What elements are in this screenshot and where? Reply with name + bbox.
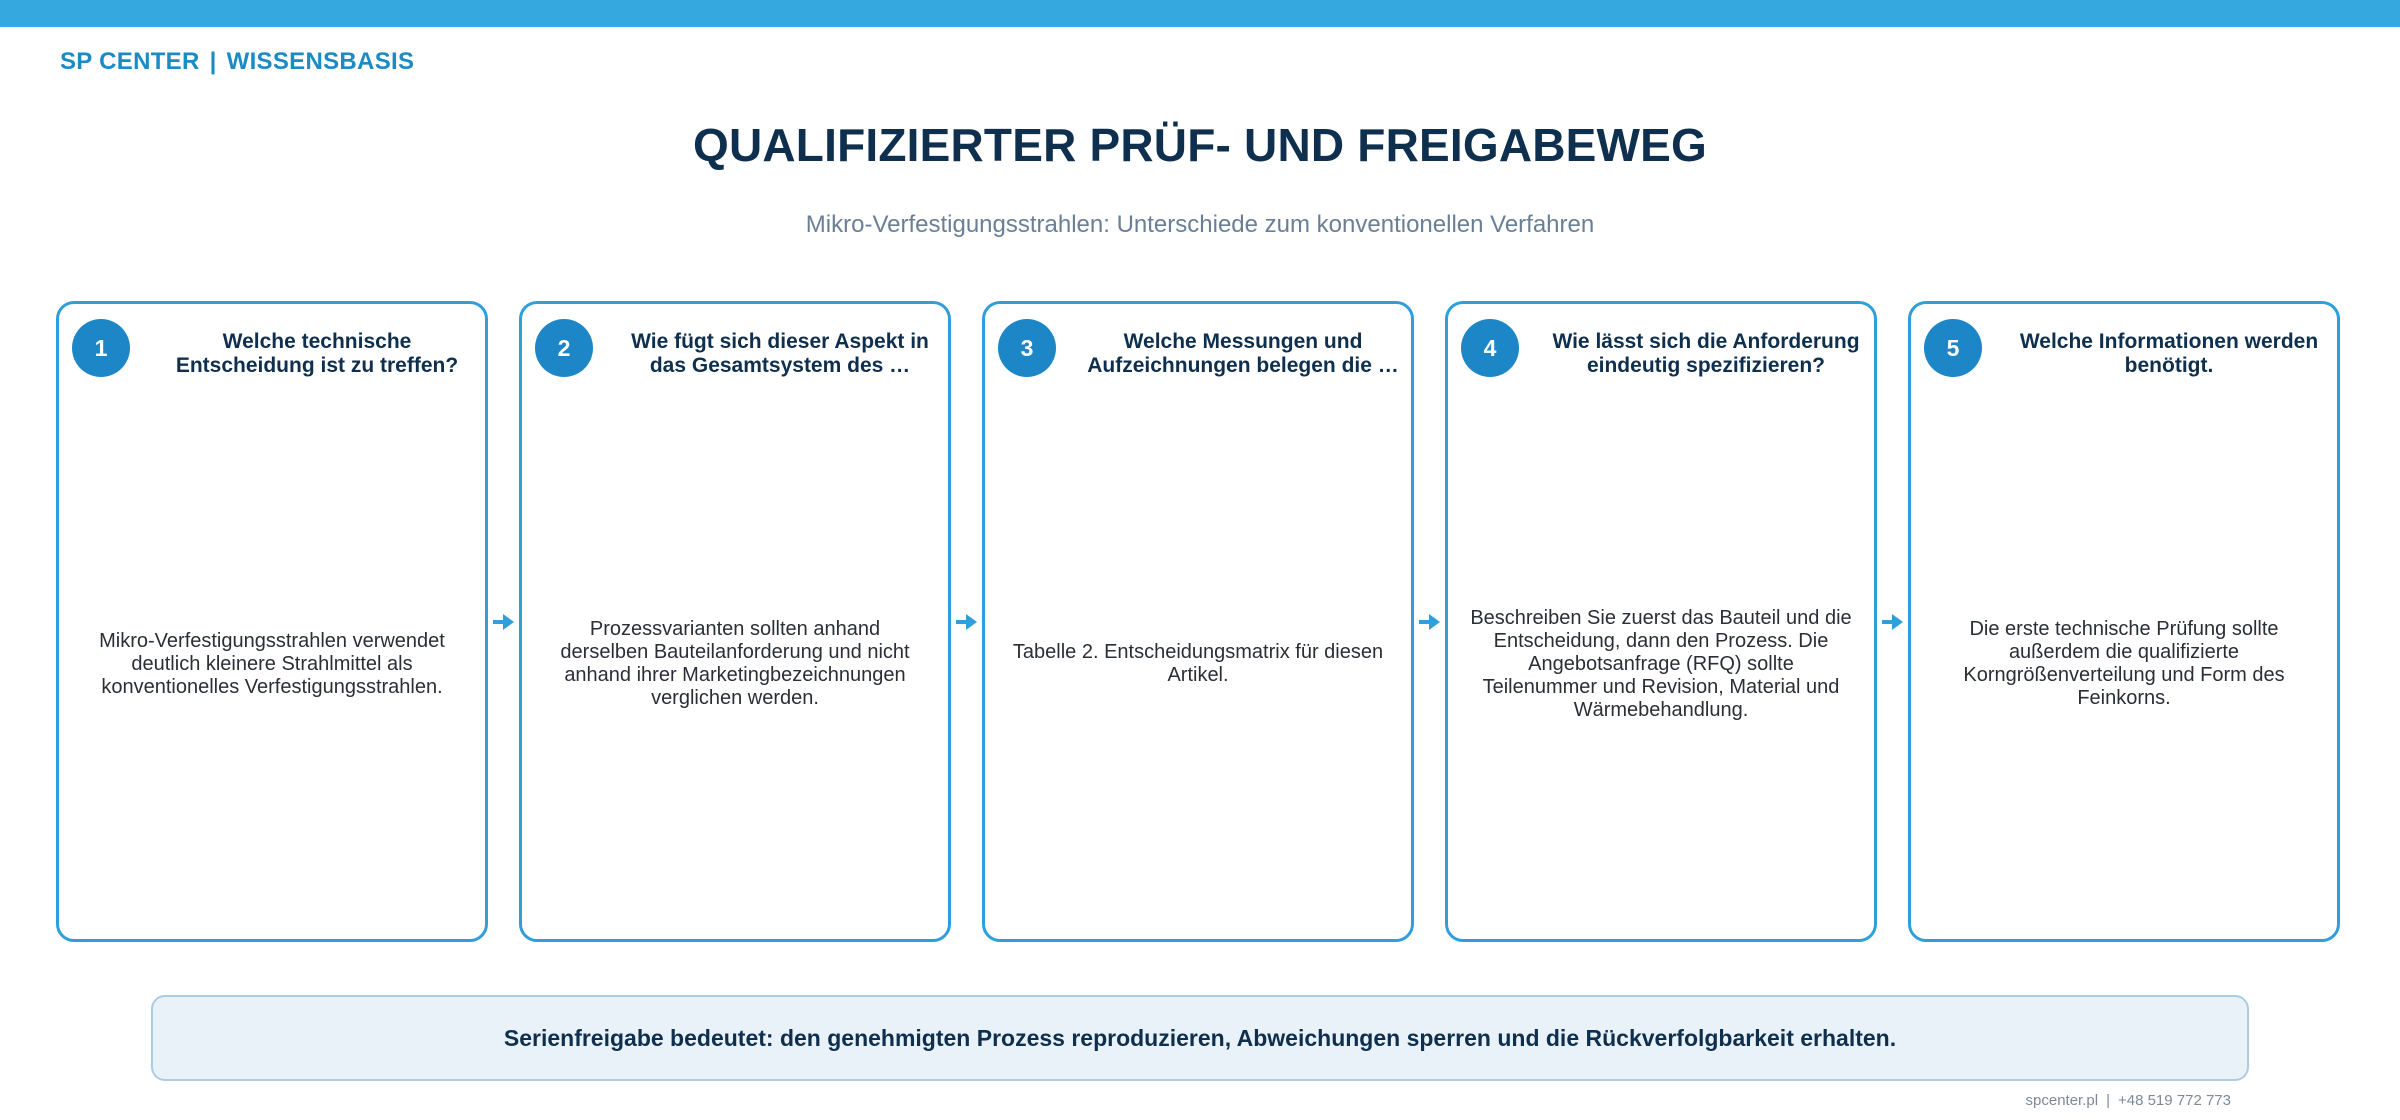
step-card-3 (982, 301, 1414, 942)
page-title: QUALIFIZIERTER PRÜF- UND FREIGABEWEG (692, 119, 1708, 171)
summary-banner-text: Serienfreigabe bedeutet: den genehmigten Prozess reproduzieren, Abweichungen sperren und die Rückverfolgbarkeit erhalten. (503, 1024, 1897, 1051)
step-title: Welche technische Entscheidung ist zu treffen? (175, 330, 459, 377)
step-title: Welche Informationen werden benötigt. (2019, 330, 2319, 377)
brand-section: WISSENSBASIS (226, 48, 415, 75)
step-card-2 (519, 301, 951, 942)
summary-banner (151, 995, 2249, 1081)
step-title: Welche Messungen und Aufzeichnungen belegen die … (1087, 330, 1399, 377)
step-number-badge: 3 (998, 319, 1056, 377)
arrow-right-icon (956, 611, 978, 633)
step-description: Beschreiben Sie zuerst das Bauteil und die Entscheidung, dann den Prozess. Die Angebotsanfrage (RFQ) sollte Teilenummer und Revision, Material und Wärmebehandlung. (1470, 606, 1852, 721)
step-number-badge: 1 (72, 319, 130, 377)
footer-separator: | (2106, 1092, 2110, 1109)
step-card-4 (1445, 301, 1877, 942)
page-subtitle: Mikro-Verfestigungsstrahlen: Unterschiede zum konventionellen Verfahren (805, 211, 1595, 238)
brand-separator: | (209, 48, 217, 75)
arrow-right-icon (1882, 611, 1904, 633)
step-number-badge: 4 (1461, 319, 1519, 377)
footer-website[interactable]: spcenter.pl (2025, 1092, 2099, 1109)
step-card-1 (56, 301, 488, 942)
step-card-5 (1908, 301, 2340, 942)
step-description: Prozessvarianten sollten anhand derselben Bauteilanforderung und nicht anhand ihrer Marketingbezeichnungen verglichen werden. (560, 618, 910, 709)
step-number-badge: 2 (535, 319, 593, 377)
step-number-badge: 5 (1924, 319, 1982, 377)
arrow-right-icon (1419, 611, 1441, 633)
step-title: Wie fügt sich dieser Aspekt in das Gesamtsystem des … (631, 330, 929, 377)
step-description: Die erste technische Prüfung sollte außerdem die qualifizierte Korngrößenverteilung und Form des Feinkorns. (1963, 618, 2285, 709)
arrow-right-icon (493, 611, 515, 633)
brand-name: SP CENTER (60, 48, 200, 75)
step-description: Mikro-Verfestigungsstrahlen verwendet deutlich kleinere Strahlmittel als konventionelles Verfestigungsstrahlen. (99, 629, 445, 698)
footer-contact (2026, 1092, 2231, 1109)
step-description: Tabelle 2. Entscheidungsmatrix für diesen Artikel. (1012, 641, 1384, 686)
footer-phone[interactable]: +48 519 772 773 (2117, 1092, 2231, 1109)
step-title: Wie lässt sich die Anforderung eindeutig spezifizieren? (1552, 330, 1860, 377)
